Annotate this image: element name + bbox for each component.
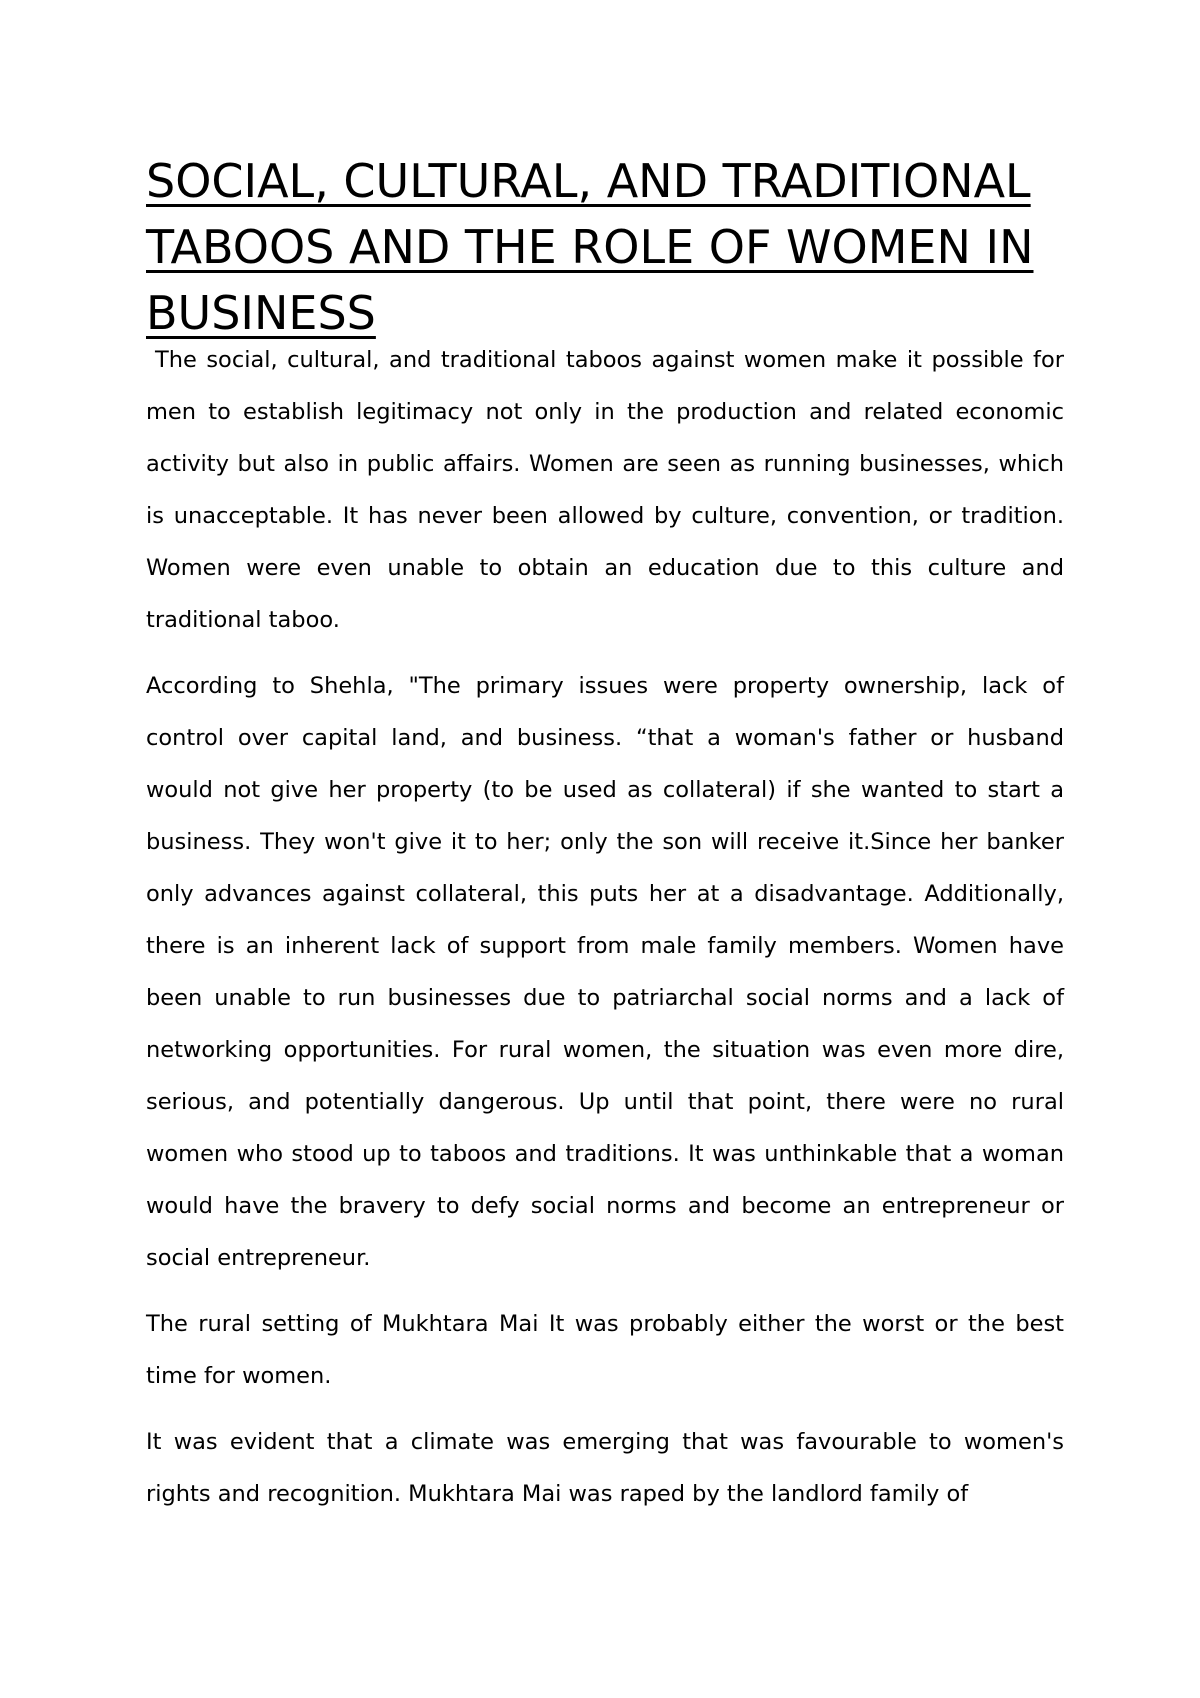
document-page (146, 148, 1064, 1534)
paragraph-rural-setting: The rural setting of Mukhtara Mai It was probably either the worst or the best time for women. (146, 1311, 1064, 1389)
document-title: SOCIAL, CULTURAL, AND TRADITIONAL TABOOS AND THE ROLE OF WOMEN IN BUSINESS (146, 154, 1034, 340)
paragraph-climate: It was evident that a climate was emerging that was favourable to women's rights and recognition. Mukhtara Mai was raped by the landlord family of (146, 1429, 1064, 1507)
paragraph-shehla-quote: According to Shehla, "The primary issues were property ownership, lack of control over capital land, and business. “that a woman's father or husband would not give her property (to be used as collateral) if she wanted to start a business. They won't give it to her; only the son will receive it.Since her banker only advances against collateral, this puts her at a disadvantage. Additionally, there is an inherent lack of support from male family members. Women have been unable to run businesses due to patriarchal social norms and a lack of networking opportunities. For rural women, the situation was even more dire, serious, and potentially dangerous. Up until that point, there were no rural women who stood up to taboos and traditions. It was unthinkable that a woman would have the bravery to defy social norms and become an entrepreneur or social entrepreneur. (146, 673, 1064, 1271)
paragraph-intro: The social, cultural, and traditional taboos against women make it possible for men to establish legitimacy not only in the production and related economic activity but also in public affairs. Women are seen as running businesses, which is unacceptable. It has never been allowed by culture, convention, or tradition. Women were even unable to obtain an education due to this culture and traditional taboo. (146, 347, 1064, 633)
